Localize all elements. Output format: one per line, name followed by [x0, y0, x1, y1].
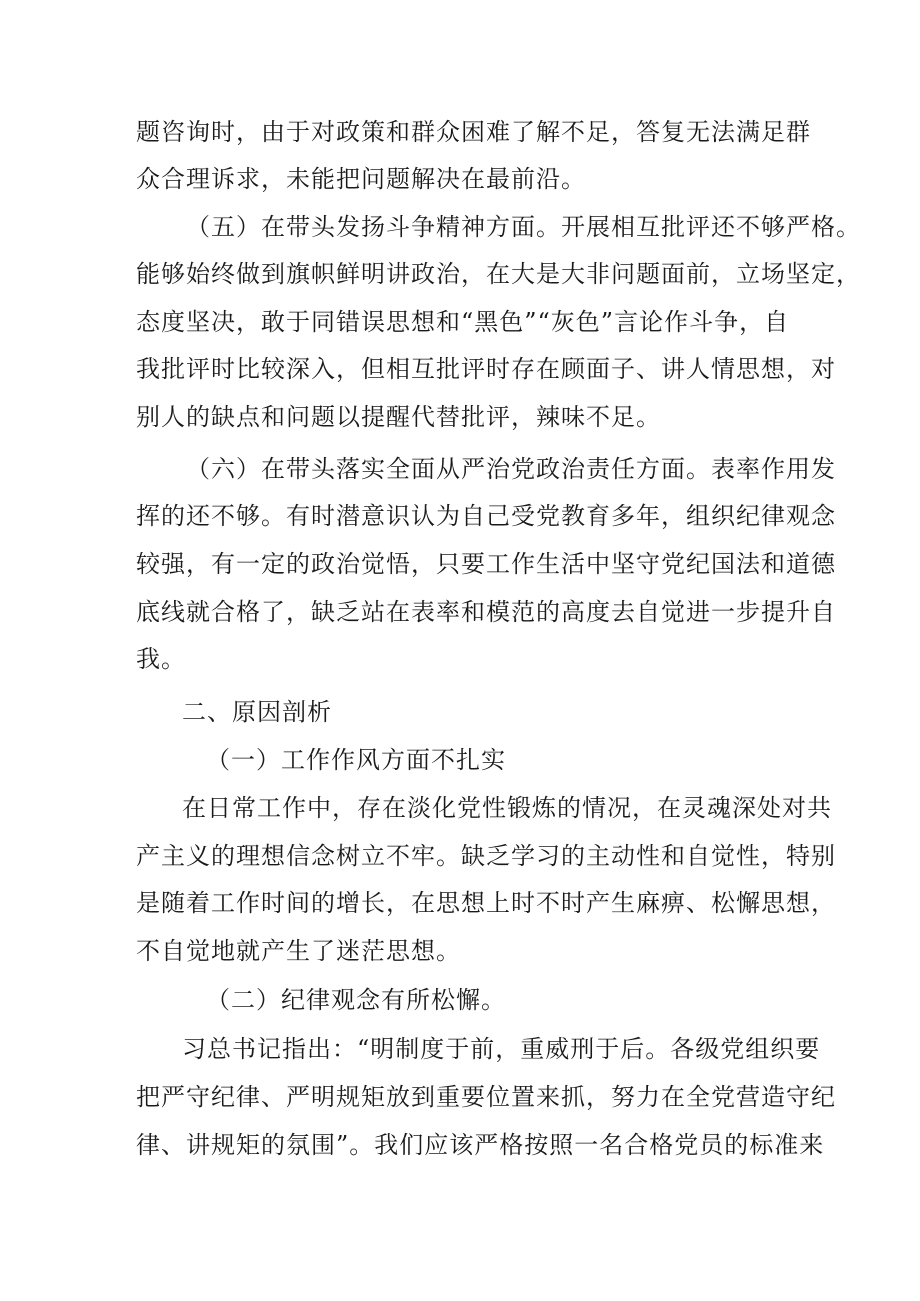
section-heading-5: （五）在带头发扬斗争精神方面。开展相互批评还不够严格。: [186, 213, 861, 241]
text-line-10: 较强，有一定的政治觉悟，只要工作生活中坚守党纪国法和道德: [136, 550, 836, 578]
text-line-6: 我批评时比较深入，但相互批评时存在顾面子、讲人情思想，对: [136, 355, 836, 383]
text-line-9: 挥的还不够。有时潜意识认为自己受党教育多年，组织纪律观念: [136, 502, 836, 530]
heading-cause-analysis: 二、原因剖析: [182, 698, 332, 726]
text-line-18: 不自觉地就产生了迷茫思想。: [136, 937, 461, 965]
text-line-1: 题咨询时，由于对政策和群众困难了解不足，答复无法满足群: [136, 118, 811, 146]
text-line-5: 态度坚决，敢于同错误思想和“黑色”“灰色”言论作斗争，自: [136, 308, 790, 336]
text-line-22: 律、讲规矩的氛围”。我们应该严格按照一名合格党员的标准来: [136, 1131, 825, 1159]
text-line-11: 底线就合格了，缺乏站在表率和模范的高度去自觉进一步提升自: [136, 598, 836, 626]
text-line-20: 习总书记指出：“明制度于前，重威刑于后。各级党组织要: [182, 1035, 821, 1063]
subheading-work-style: （一）工作作风方面不扎实: [206, 746, 506, 774]
text-line-12: 我。: [136, 645, 186, 673]
text-line-15: 在日常工作中，存在淡化党性锻炼的情况，在灵魂深处对共: [182, 794, 832, 822]
text-line-16: 产主义的理想信念树立不牢。缺乏学习的主动性和自觉性，特别: [136, 842, 836, 870]
subheading-discipline: （二）纪律观念有所松懈。: [206, 986, 506, 1014]
text-line-2: 众合理诉求，未能把问题解决在最前沿。: [136, 165, 586, 193]
text-line-4: 能够始终做到旗帜鲜明讲政治，在大是大非问题面前，立场坚定，: [136, 260, 861, 288]
text-line-21: 把严守纪律、严明规矩放到重要位置来抓，努力在全党营造守纪: [136, 1083, 836, 1111]
section-heading-6: （六）在带头落实全面从严治党政治责任方面。表率作用发: [186, 455, 836, 483]
text-line-7: 别人的缺点和问题以提醒代替批评，辣味不足。: [136, 403, 661, 431]
text-line-17: 是随着工作时间的增长，在思想上时不时产生麻痹、松懈思想，: [136, 889, 836, 917]
